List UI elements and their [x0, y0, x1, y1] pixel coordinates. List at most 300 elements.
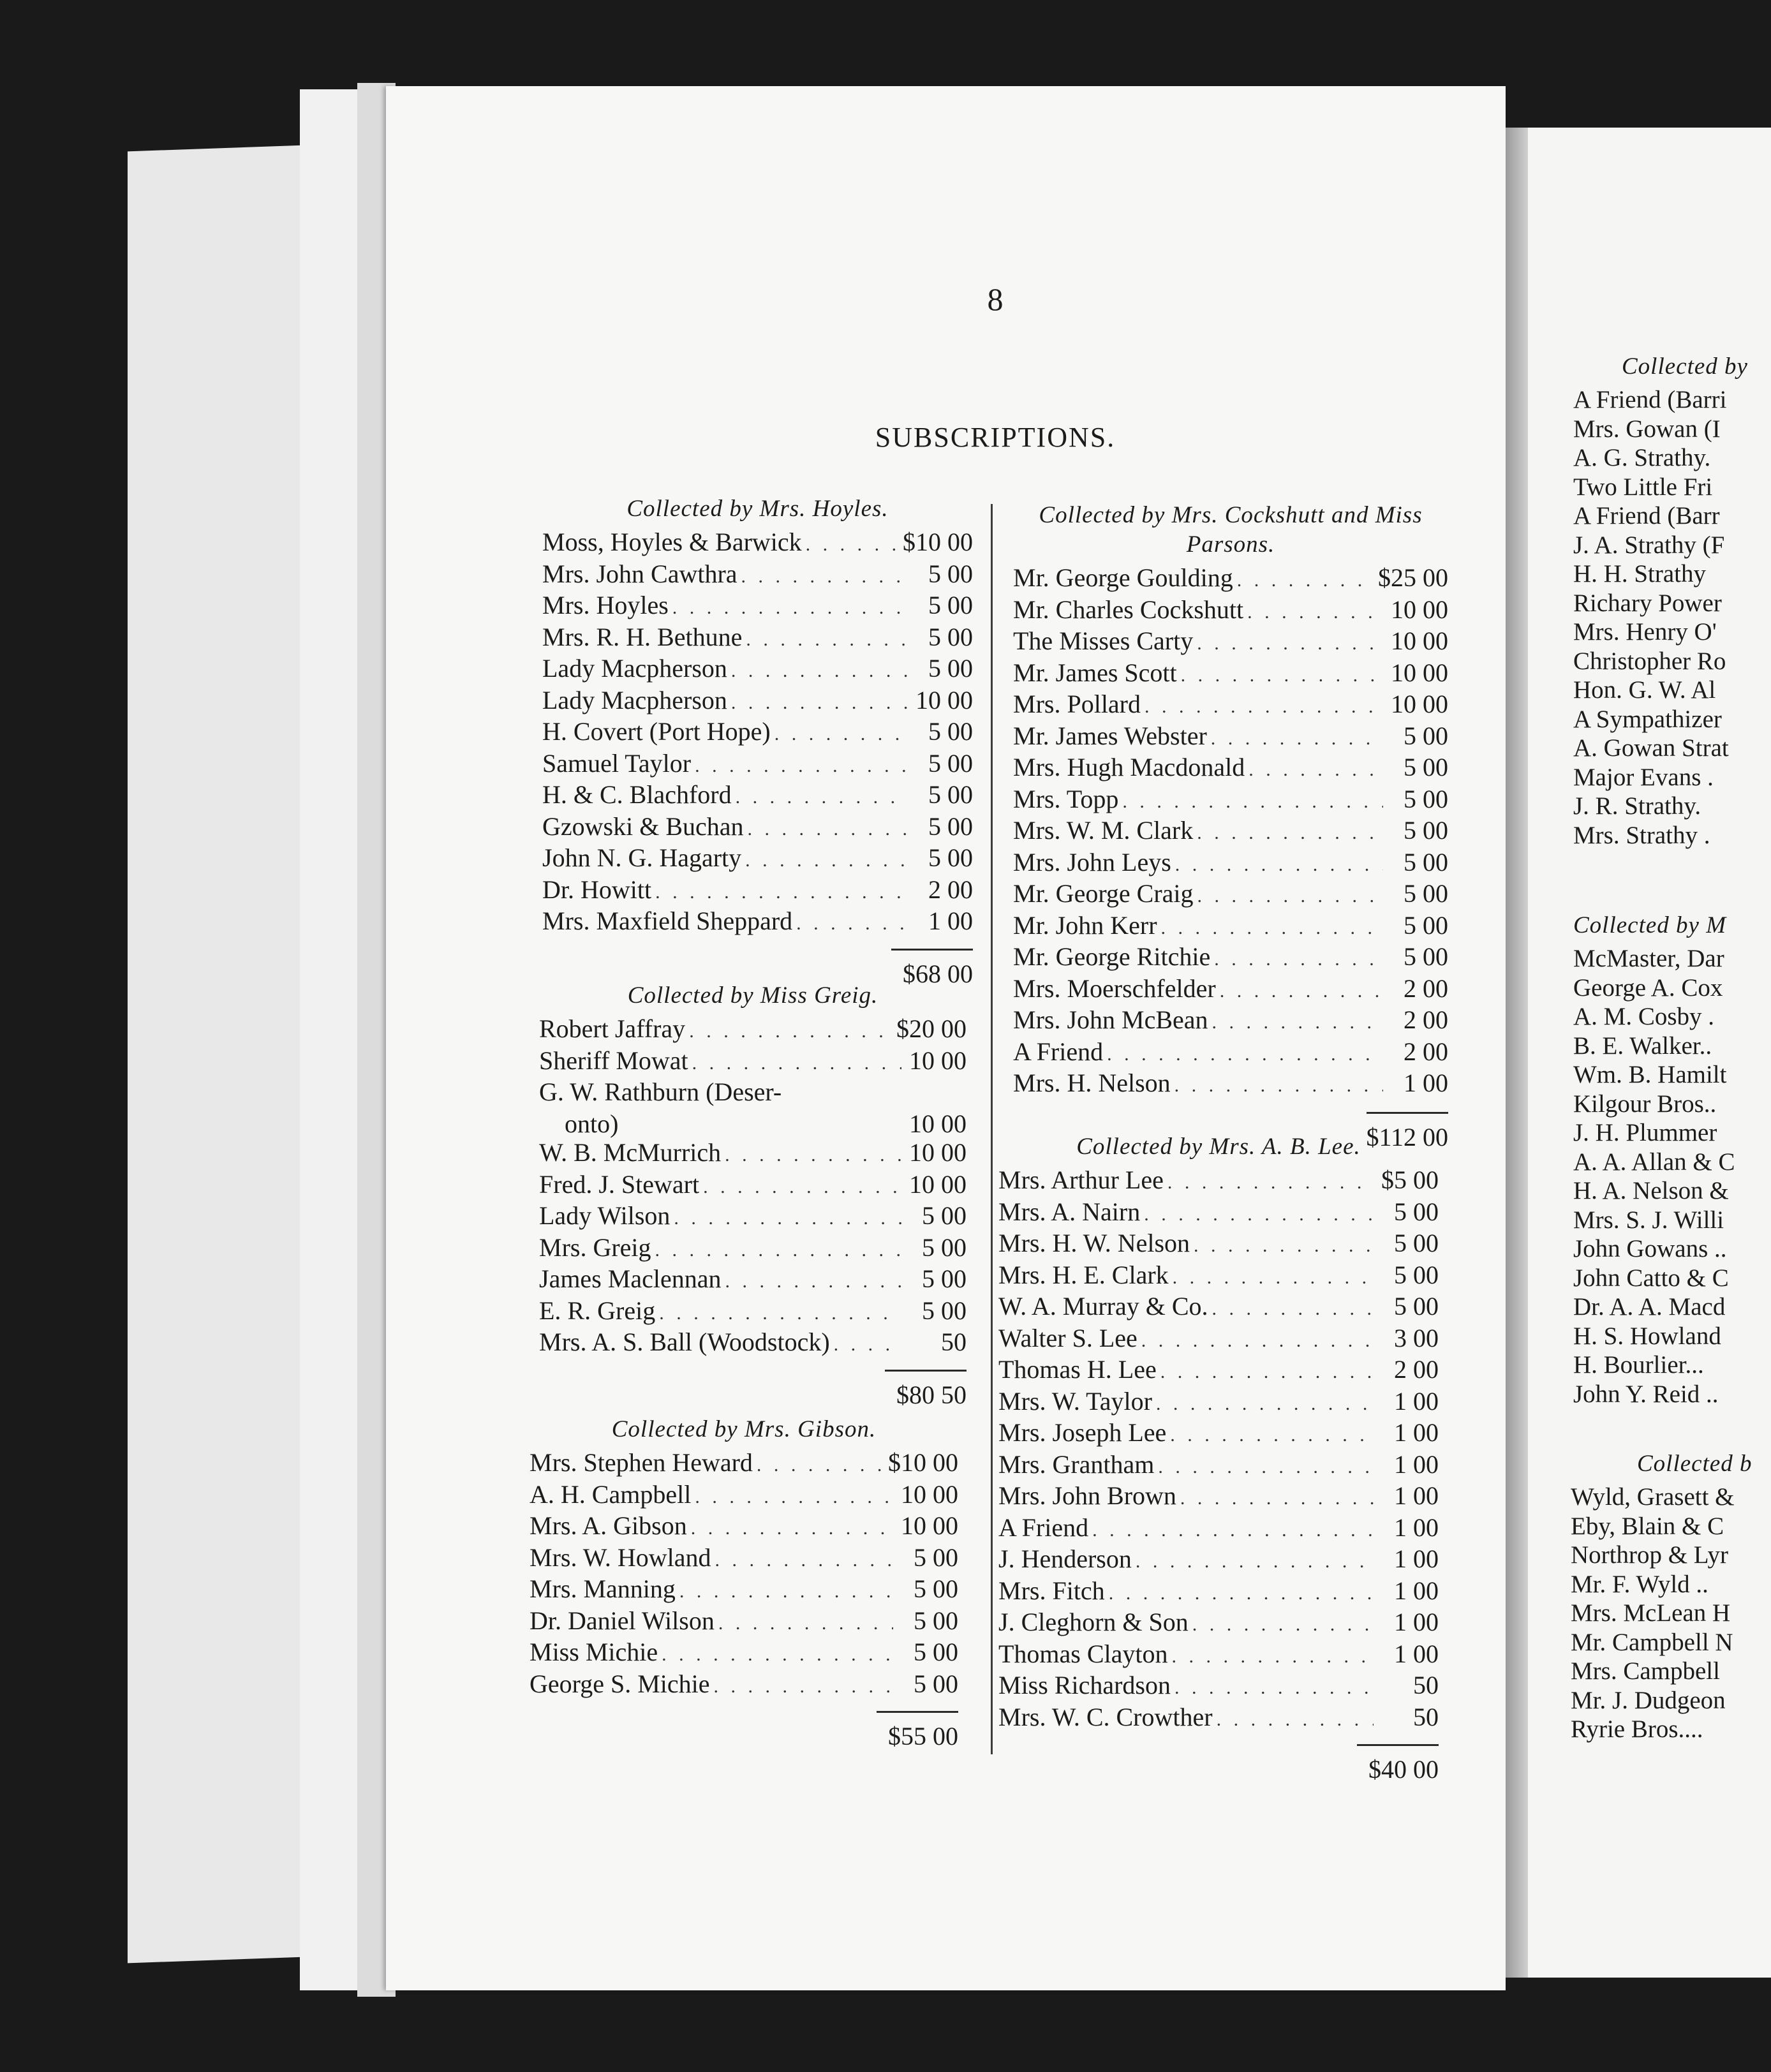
subscription-amount: 3 00	[1394, 1323, 1439, 1352]
subscriber-name: A Friend	[1013, 1037, 1104, 1066]
subscriber-entry: H. A. Nelson &	[1573, 1177, 1729, 1204]
subscriber-entry	[998, 1387, 1439, 1419]
subscriber-name: Mrs. Topp	[1013, 784, 1119, 813]
subscriber-entry	[1013, 722, 1448, 753]
dot-leader	[774, 720, 908, 749]
subscriber-entry	[542, 591, 973, 623]
subscription-amount: 1 00	[1394, 1576, 1439, 1605]
subscriber-entry	[998, 1229, 1439, 1261]
subscriber-entry	[542, 686, 973, 718]
subscriber-entry	[998, 1576, 1439, 1608]
dot-leader	[834, 1330, 901, 1359]
subscription-amount: 1 00	[1394, 1481, 1439, 1510]
dot-leader	[1170, 1421, 1374, 1450]
dot-leader	[1249, 755, 1383, 785]
subscriber-entry: Mrs. S. J. Willi	[1573, 1206, 1724, 1234]
total-rule	[885, 1370, 967, 1372]
subscriber-name: Samuel Taylor	[542, 748, 692, 778]
subscription-amount: 1 00	[1394, 1513, 1439, 1542]
subscriber-name: Mrs. H. Nelson	[1013, 1069, 1171, 1097]
subscription-amount: 5 00	[928, 717, 973, 746]
dot-leader	[736, 783, 908, 812]
subscriber-entry	[1013, 658, 1448, 690]
subscription-amount: 5 00	[928, 843, 973, 872]
subscriber-entry	[539, 1264, 967, 1296]
total-rule	[1357, 1744, 1439, 1746]
subscription-amount: 2 00	[1394, 1355, 1439, 1384]
subscriber-entry	[542, 654, 973, 686]
subscriber-entry	[1013, 1069, 1448, 1100]
subscriber-name: G. W. Rathburn (Deser-	[539, 1077, 782, 1106]
subscriber-entry	[1013, 942, 1448, 974]
section-heading: Collected by	[1622, 353, 1748, 380]
subscriber-entry: Mr. Campbell N	[1571, 1628, 1733, 1656]
dot-leader	[1172, 1642, 1374, 1671]
total-rule	[877, 1711, 958, 1713]
subscriber-entry	[1013, 753, 1448, 785]
subscriber-entry: Mrs. Gowan (I	[1573, 415, 1721, 443]
dot-leader	[1181, 661, 1383, 690]
subscriber-name: Mrs. A. Gibson	[530, 1511, 687, 1540]
subscriber-entry: Kilgour Bros..	[1573, 1090, 1717, 1118]
subscriber-name: Mrs. John Brown	[998, 1481, 1176, 1510]
subscriber-name: Sheriff Mowat	[539, 1046, 688, 1075]
subscriber-entry	[530, 1448, 958, 1480]
subscriber-entry	[539, 1170, 967, 1202]
subscriber-entry	[1013, 626, 1448, 658]
subscription-amount: $10 00	[888, 1448, 958, 1477]
total-rule	[1367, 1112, 1448, 1114]
subscriber-entry	[542, 559, 973, 591]
subscriber-name: John N. G. Hagarty	[542, 843, 742, 872]
subscriber-entry: Wm. B. Hamilt	[1573, 1061, 1727, 1088]
dot-leader	[718, 1609, 893, 1638]
section-heading: Collected by Mrs. Cockshutt and Miss Parsons.	[1039, 502, 1423, 558]
subscriber-entry	[539, 1296, 967, 1328]
subscription-amount: 1 00	[928, 907, 973, 935]
subscriber-name: Mrs. Fitch	[998, 1576, 1105, 1605]
subscriber-name: J. Henderson	[998, 1544, 1132, 1573]
subscriber-name: Mr. George Goulding	[1013, 563, 1233, 592]
subscriber-entry: Eby, Blain & C	[1571, 1512, 1724, 1540]
subscriber-name: George S. Michie	[530, 1669, 710, 1698]
subscriber-entry	[1013, 879, 1448, 911]
subscriber-entry	[998, 1166, 1439, 1197]
subscriber-name: Dr. Howitt	[542, 875, 652, 904]
subscription-amount: 5 00	[928, 622, 973, 651]
subscriber-entry	[530, 1638, 958, 1669]
subscription-amount: 5 00	[922, 1232, 967, 1262]
subscriber-name: Mrs. R. H. Bethune	[542, 622, 743, 651]
subscription-amount: 5 00	[928, 748, 973, 778]
subscriber-entry: Wyld, Grasett &	[1571, 1483, 1735, 1511]
subscription-amount: 1 00	[1394, 1418, 1439, 1447]
subscriber-name: Mrs. Stephen Heward	[530, 1448, 753, 1477]
dot-leader	[1136, 1547, 1374, 1576]
subscription-amount: 50	[941, 1328, 967, 1356]
subscription-amount: 10 00	[1391, 626, 1448, 655]
subscriber-name: Mr. Charles Cockshutt	[1013, 595, 1244, 624]
subscriber-name: Lady Macpherson	[542, 685, 727, 714]
subscriber-entry	[530, 1606, 958, 1638]
subscription-amount: 5 00	[1404, 942, 1448, 971]
subscriber-entry: A Sympathizer	[1573, 705, 1722, 733]
subscriber-entry: Hon. G. W. Al	[1573, 676, 1716, 704]
subscriber-name: Walter S. Lee	[998, 1323, 1137, 1352]
subscription-amount: $25 00	[1378, 563, 1448, 592]
subscription-amount: 10 00	[1391, 690, 1448, 718]
dot-leader	[692, 1049, 901, 1078]
subscriber-name: Dr. Daniel Wilson	[530, 1606, 715, 1635]
subscriber-entry	[539, 1138, 967, 1170]
subscription-amount: 5 00	[1394, 1229, 1439, 1257]
dot-leader	[1212, 1294, 1374, 1324]
subscriber-entry	[1013, 563, 1448, 595]
subscription-amount: 5 00	[914, 1638, 958, 1666]
subscription-amount: 5 00	[914, 1606, 958, 1635]
section-heading: Collected by Mrs. Gibson.	[611, 1416, 877, 1442]
subscription-amount: 5 00	[1404, 784, 1448, 813]
dot-leader	[796, 909, 908, 938]
page-number: 8	[987, 281, 1004, 317]
subscription-amount: 10 00	[1391, 595, 1448, 624]
subscription-amount: 1 00	[1394, 1449, 1439, 1479]
subscriber-name: A. H. Campbell	[530, 1479, 692, 1509]
subscription-amount: 5 00	[914, 1669, 958, 1698]
subscriber-entry	[542, 907, 973, 938]
subscriber-entry	[542, 812, 973, 844]
page-title: SUBSCRIPTIONS.	[875, 422, 1116, 453]
subscription-amount: 5 00	[928, 654, 973, 683]
subscriber-entry: Mrs. Henry O'	[1573, 618, 1717, 646]
subscriber-list	[539, 1014, 967, 1359]
subscriber-name: The Misses Carty	[1013, 626, 1194, 655]
subscription-amount: 2 00	[1404, 1005, 1448, 1034]
subscriber-entry	[1013, 911, 1448, 943]
dot-leader	[662, 1640, 893, 1669]
book-gutter	[1506, 128, 1531, 1978]
subscriber-entry	[542, 623, 973, 655]
subscriber-list	[530, 1448, 958, 1701]
subscriber-entry	[539, 1046, 967, 1078]
dot-leader	[1194, 1231, 1374, 1261]
dot-leader	[1237, 566, 1374, 595]
subscriber-name: Mrs. W. M. Clark	[1013, 816, 1194, 845]
subscription-amount: 5 00	[928, 591, 973, 619]
subscriber-name: Robert Jaffray	[539, 1014, 686, 1043]
dot-leader	[1192, 1610, 1374, 1639]
subscriber-entry	[539, 1201, 967, 1233]
subscription-amount: 5 00	[1394, 1292, 1439, 1321]
subscriber-entry	[998, 1197, 1439, 1229]
subscription-amount: 1 00	[1394, 1386, 1439, 1416]
dot-leader	[715, 1546, 893, 1575]
subscriber-entry	[530, 1574, 958, 1606]
subscriber-entry: A. Gowan Strat	[1573, 734, 1729, 762]
subscriber-name: Miss Michie	[530, 1638, 658, 1666]
dot-leader	[1220, 977, 1383, 1006]
subscription-amount: 5 00	[928, 559, 973, 588]
subscription-amount: 5 00	[928, 780, 973, 809]
dot-leader	[741, 562, 908, 591]
subscription-amount: 50	[1413, 1671, 1439, 1699]
subscriber-entry	[542, 875, 973, 907]
subscriber-entry	[542, 528, 973, 559]
dot-leader	[695, 751, 908, 781]
subscription-amount: 5 00	[1394, 1197, 1439, 1226]
subscription-amount: 10 00	[901, 1479, 958, 1509]
dot-leader	[1197, 629, 1383, 658]
subscriber-entry	[539, 1328, 967, 1359]
dot-leader	[1109, 1579, 1374, 1608]
subscription-section	[1013, 501, 1448, 1152]
subscriber-entry	[998, 1355, 1439, 1387]
subscription-amount: 5 00	[922, 1296, 967, 1325]
subscriber-entry: Mrs. Campbell	[1571, 1657, 1720, 1685]
dot-leader	[725, 1141, 901, 1170]
subscriber-name: Mr. John Kerr	[1013, 910, 1157, 940]
section-total: $68 00	[903, 959, 973, 988]
subscriber-entry	[530, 1669, 958, 1701]
dot-leader	[1160, 1358, 1374, 1387]
dot-leader	[1161, 914, 1383, 943]
subscriber-entry: John Y. Reid ..	[1573, 1380, 1719, 1408]
subscription-amount: 10 00	[909, 1046, 967, 1075]
subscriber-entry: Christopher Ro	[1573, 647, 1726, 675]
subscriber-name: Mrs. H. W. Nelson	[998, 1229, 1190, 1257]
facing-page-section	[1573, 911, 1771, 1409]
subscriber-entry: J. R. Strathy.	[1573, 792, 1701, 820]
subscriber-name: Mrs. W. C. Crowther	[998, 1702, 1213, 1731]
column-divider	[991, 504, 993, 1754]
subscriber-name: James Maclennan	[539, 1264, 722, 1293]
subscriber-list	[1571, 1483, 1771, 1744]
subscription-amount: 5 00	[1404, 816, 1448, 845]
subscription-amount: 10 00	[915, 685, 973, 714]
facing-page-section	[1571, 1449, 1771, 1744]
dot-leader	[806, 530, 899, 559]
subscriber-entry	[539, 1109, 967, 1139]
subscriber-name: Mrs. Hugh Macdonald	[1013, 753, 1245, 781]
subscriber-name: Mrs. John Leys	[1013, 847, 1171, 877]
dot-leader	[746, 625, 908, 655]
subscriber-name: Thomas Clayton	[998, 1639, 1168, 1668]
subscriber-list	[998, 1166, 1439, 1734]
subscriber-entry	[998, 1608, 1439, 1639]
dot-leader	[1174, 1071, 1383, 1100]
dot-leader	[655, 878, 908, 907]
subscriber-name: Mrs. W. Howland	[530, 1543, 711, 1572]
dot-leader	[691, 1514, 893, 1543]
subscription-amount: 10 00	[909, 1138, 967, 1167]
subscriber-entry	[542, 780, 973, 812]
dot-leader	[1158, 1453, 1374, 1482]
subscriber-name: E. R. Greig	[539, 1296, 656, 1325]
subscription-amount: $5 00	[1381, 1166, 1439, 1194]
subscriber-entry	[998, 1261, 1439, 1292]
dot-leader	[674, 1204, 901, 1233]
dot-leader	[731, 688, 908, 718]
subscriber-name: Mrs. Maxfield Sheppard	[542, 907, 793, 935]
subscriber-entry	[542, 843, 973, 875]
subscriber-entry: H. H. Strathy	[1573, 560, 1706, 588]
subscriber-entry	[1013, 848, 1448, 880]
subscriber-name: Thomas H. Lee	[998, 1355, 1157, 1384]
subscription-amount: 10 00	[909, 1109, 967, 1138]
dot-leader	[1180, 1484, 1374, 1513]
dot-leader	[1175, 850, 1383, 880]
dot-leader	[1107, 1040, 1383, 1069]
dot-leader	[1212, 1008, 1383, 1037]
subscription-section	[539, 981, 967, 1410]
subscriber-entry: B. E. Walker..	[1573, 1032, 1712, 1060]
dot-leader	[731, 656, 908, 686]
subscriber-entry	[530, 1511, 958, 1543]
subscriber-list	[542, 528, 973, 938]
subscriber-name: Mrs. Arthur Lee	[998, 1166, 1164, 1194]
subscriber-entry	[539, 1077, 967, 1109]
subscriber-entry: A. M. Cosby .	[1573, 1003, 1715, 1030]
subscription-section	[530, 1415, 958, 1751]
subscription-amount: 5 00	[922, 1201, 967, 1230]
subscriber-entry	[539, 1233, 967, 1265]
dot-leader	[1214, 945, 1383, 974]
subscriber-entry	[530, 1543, 958, 1575]
subscriber-entry	[1013, 1005, 1448, 1037]
subscriber-name: Moss, Hoyles & Barwick	[542, 528, 802, 556]
subscriber-name: Mrs. Manning	[530, 1574, 676, 1603]
dot-leader	[1197, 882, 1383, 911]
subscriber-list	[1573, 944, 1771, 1409]
subscriber-name: W. A. Murray & Co.	[998, 1292, 1208, 1321]
subscriber-entry	[542, 717, 973, 749]
dot-leader	[679, 1577, 893, 1606]
subscriber-name: Mrs. Grantham	[998, 1449, 1155, 1479]
subscriber-name: Mrs. A. Nairn	[998, 1197, 1141, 1226]
dot-leader	[703, 1173, 901, 1202]
subscriber-list	[1013, 563, 1448, 1100]
subscriber-entry	[1013, 816, 1448, 848]
section-total: $80 50	[896, 1380, 967, 1409]
subscriber-entry	[998, 1513, 1439, 1545]
subscriber-name: Gzowski & Buchan	[542, 811, 744, 841]
subscriber-entry: Mr. F. Wyld ..	[1571, 1570, 1708, 1598]
facing-page-section	[1573, 352, 1771, 850]
subscriber-name: Mrs. Greig	[539, 1232, 651, 1262]
dot-leader	[695, 1483, 893, 1512]
subscriber-entry	[998, 1292, 1439, 1324]
subscription-amount: 5 00	[922, 1264, 967, 1293]
subscriber-entry: Dr. A. A. Macd	[1573, 1293, 1726, 1321]
subscriber-name: Mrs. W. Taylor	[998, 1386, 1152, 1416]
subscriber-name: Mrs. Hoyles	[542, 591, 669, 619]
subscription-amount: 10 00	[909, 1169, 967, 1199]
subscriber-entry	[998, 1481, 1439, 1513]
subscription-amount: 1 00	[1394, 1544, 1439, 1573]
subscriber-name: A Friend	[998, 1513, 1089, 1542]
dot-leader	[748, 815, 908, 844]
subscriber-entry: A. G. Strathy.	[1573, 444, 1711, 471]
subscription-amount: 5 00	[1404, 753, 1448, 781]
subscription-amount: $10 00	[903, 528, 973, 556]
subscription-amount: 10 00	[1391, 658, 1448, 687]
dot-leader	[714, 1672, 893, 1701]
subscriber-entry: A Friend (Barri	[1573, 386, 1727, 413]
subscriber-entry: John Catto & C	[1573, 1264, 1729, 1292]
subscription-amount: 5 00	[1404, 847, 1448, 877]
subscription-section	[542, 494, 973, 989]
subscriber-entry: McMaster, Dar	[1573, 945, 1724, 972]
total-rule	[891, 949, 973, 951]
dot-leader	[1122, 787, 1383, 817]
subscriber-entry	[539, 1014, 967, 1046]
subscriber-entry: Mrs. McLean H	[1571, 1599, 1731, 1627]
subscriber-name: Fred. J. Stewart	[539, 1169, 700, 1199]
subscription-amount: 5 00	[914, 1574, 958, 1603]
dot-leader	[1247, 598, 1383, 627]
subscriber-name: Mrs. A. S. Ball (Woodstock)	[539, 1328, 830, 1356]
subscriber-entry: Major Evans .	[1573, 763, 1714, 791]
dot-leader	[655, 1236, 901, 1265]
subscriber-name: Mr. George Craig	[1013, 879, 1194, 908]
dot-leader	[1144, 1200, 1374, 1229]
section-heading: Collected b	[1637, 1451, 1752, 1477]
section-heading: Collected by M	[1573, 912, 1727, 938]
subscription-section	[998, 1132, 1439, 1784]
subscriber-entry	[998, 1324, 1439, 1356]
subscriber-name: Mrs. Moerschfelder	[1013, 973, 1216, 1003]
subscriber-entry	[542, 749, 973, 781]
subscriber-entry	[1013, 974, 1448, 1006]
subscriber-name: Mr. James Scott	[1013, 658, 1177, 687]
dot-leader	[1156, 1389, 1374, 1419]
subscriber-name: Mr. George Ritchie	[1013, 942, 1211, 971]
subscription-amount: 50	[1413, 1702, 1439, 1731]
subscriber-entry: J. H. Plummer	[1573, 1119, 1717, 1146]
subscriber-name: H. Covert (Port Hope)	[542, 717, 771, 746]
subscription-amount: 10 00	[901, 1511, 958, 1540]
dot-leader	[1145, 692, 1383, 722]
dot-leader	[672, 593, 908, 623]
subscriber-name: W. B. McMurrich	[539, 1138, 722, 1167]
subscriber-entry: George A. Cox	[1573, 973, 1723, 1002]
subscriber-entry: Two Little Fri	[1573, 473, 1713, 501]
subscription-amount: 1 00	[1394, 1639, 1439, 1668]
subscription-amount: 2 00	[928, 875, 973, 904]
dot-leader	[1173, 1263, 1374, 1292]
dot-leader	[689, 1017, 893, 1046]
subscriber-entry: Ryrie Bros....	[1571, 1715, 1703, 1743]
subscriber-entry	[530, 1480, 958, 1512]
subscription-amount: 5 00	[1404, 879, 1448, 908]
subscription-amount: 2 00	[1404, 1037, 1448, 1066]
subscriber-name: J. Cleghorn & Son	[998, 1608, 1189, 1636]
subscriber-entry: Mrs. Strathy .	[1573, 821, 1710, 849]
subscription-amount: 1 00	[1394, 1608, 1439, 1636]
subscriber-entry: John Gowans ..	[1573, 1235, 1727, 1262]
subscription-amount: $20 00	[896, 1014, 967, 1043]
subscriber-entry: Mr. J. Dudgeon	[1571, 1686, 1726, 1714]
subscriber-name: Mrs. John Cawthra	[542, 559, 737, 588]
dot-leader	[1211, 724, 1383, 753]
subscription-amount: 5 00	[1404, 721, 1448, 750]
subscriber-list	[1573, 385, 1771, 850]
dot-leader	[1174, 1673, 1374, 1703]
subscriber-name: Mrs. Joseph Lee	[998, 1418, 1167, 1447]
subscriber-entry: Northrop & Lyr	[1571, 1541, 1728, 1569]
dot-leader	[757, 1451, 884, 1480]
subscriber-entry	[1013, 595, 1448, 627]
